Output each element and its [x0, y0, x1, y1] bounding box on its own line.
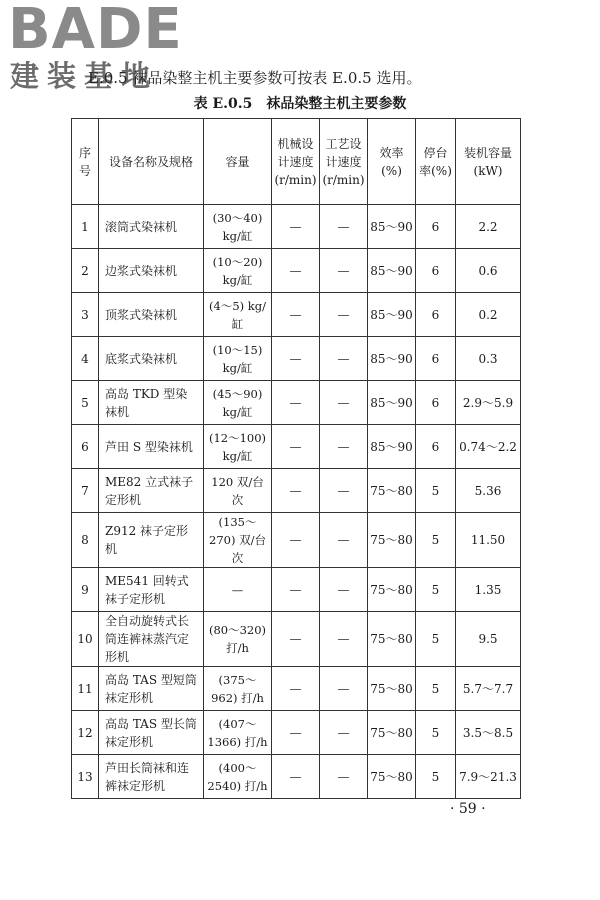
cell-capacity: (407～1366) 打/h — [204, 711, 272, 755]
cell-proc-speed: — — [320, 612, 368, 667]
header-downtime: 停台率(%) — [416, 119, 456, 205]
table-row — [72, 513, 521, 568]
cell-proc-speed: — — [320, 513, 368, 568]
cell-mech-speed: — — [272, 513, 320, 568]
cell-efficiency: 75～80 — [368, 513, 416, 568]
cell-mech-speed: — — [272, 425, 320, 469]
cell-name: 高岛 TKD 型染袜机 — [99, 381, 204, 425]
cell-seq: 7 — [72, 469, 99, 513]
cell-mech-speed: — — [272, 381, 320, 425]
table-body — [72, 205, 521, 799]
cell-power: 2.9～5.9 — [456, 381, 521, 425]
table-row — [72, 337, 521, 381]
cell-seq: 12 — [72, 711, 99, 755]
cell-proc-speed: — — [320, 469, 368, 513]
cell-mech-speed: — — [272, 711, 320, 755]
cell-mech-speed: — — [272, 205, 320, 249]
cell-power: 2.2 — [456, 205, 521, 249]
cell-name: 芦田 S 型染袜机 — [99, 425, 204, 469]
cell-name: 滚筒式染袜机 — [99, 205, 204, 249]
cell-name: 顶浆式染袜机 — [99, 293, 204, 337]
cell-downtime: 5 — [416, 711, 456, 755]
cell-seq: 1 — [72, 205, 99, 249]
table-row — [72, 425, 521, 469]
cell-power: 0.6 — [456, 249, 521, 293]
cell-capacity: (375～962) 打/h — [204, 667, 272, 711]
cell-capacity: (10～15) kg/缸 — [204, 337, 272, 381]
cell-efficiency: 85～90 — [368, 381, 416, 425]
cell-name: 高岛 TAS 型短筒袜定形机 — [99, 667, 204, 711]
cell-seq: 10 — [72, 612, 99, 667]
cell-proc-speed: — — [320, 337, 368, 381]
cell-name: 全自动旋转式长筒连裤袜蒸汽定形机 — [99, 612, 204, 667]
cell-proc-speed: — — [320, 249, 368, 293]
cell-name: 边浆式染袜机 — [99, 249, 204, 293]
page-number: · 59 · — [450, 801, 486, 817]
logo-wordmark: BADE — [8, 0, 183, 62]
cell-capacity: (80～320) 打/h — [204, 612, 272, 667]
cell-power: 0.3 — [456, 337, 521, 381]
cell-downtime: 5 — [416, 469, 456, 513]
cell-mech-speed: — — [272, 612, 320, 667]
cell-downtime: 6 — [416, 337, 456, 381]
table-row — [72, 612, 521, 667]
cell-proc-speed: — — [320, 568, 368, 612]
cell-mech-speed: — — [272, 337, 320, 381]
cell-seq: 5 — [72, 381, 99, 425]
cell-power: 5.7～7.7 — [456, 667, 521, 711]
cell-downtime: 5 — [416, 612, 456, 667]
cell-downtime: 6 — [416, 205, 456, 249]
cell-efficiency: 75～80 — [368, 755, 416, 799]
cell-efficiency: 75～80 — [368, 568, 416, 612]
cell-efficiency: 85～90 — [368, 425, 416, 469]
header-mech-speed: 机械设计速度(r/min) — [272, 119, 320, 205]
cell-proc-speed: — — [320, 755, 368, 799]
cell-power: 0.2 — [456, 293, 521, 337]
header-capacity: 容量 — [204, 119, 272, 205]
cell-capacity: 120 双/台次 — [204, 469, 272, 513]
table-row — [72, 381, 521, 425]
cell-capacity: (30～40) kg/缸 — [204, 205, 272, 249]
table-row — [72, 469, 521, 513]
cell-name: Z912 袜子定形机 — [99, 513, 204, 568]
cell-efficiency: 75～80 — [368, 612, 416, 667]
cell-proc-speed: — — [320, 425, 368, 469]
cell-proc-speed: — — [320, 293, 368, 337]
cell-seq: 11 — [72, 667, 99, 711]
table-row — [72, 205, 521, 249]
cell-power: 5.36 — [456, 469, 521, 513]
header-power: 装机容量(kW) — [456, 119, 521, 205]
header-seq: 序号 — [72, 119, 99, 205]
cell-capacity: (12～100) kg/缸 — [204, 425, 272, 469]
cell-name: ME82 立式袜子定形机 — [99, 469, 204, 513]
intro-paragraph: E.0.5 袜品染整主机主要参数可按表 E.0.5 选用。 — [88, 69, 422, 87]
cell-efficiency: 85～90 — [368, 205, 416, 249]
table-row — [72, 711, 521, 755]
cell-seq: 2 — [72, 249, 99, 293]
cell-power: 9.5 — [456, 612, 521, 667]
cell-mech-speed: — — [272, 755, 320, 799]
cell-capacity: (4～5) kg/缸 — [204, 293, 272, 337]
cell-efficiency: 85～90 — [368, 249, 416, 293]
cell-downtime: 6 — [416, 425, 456, 469]
cell-power: 11.50 — [456, 513, 521, 568]
cell-efficiency: 75～80 — [368, 469, 416, 513]
cell-seq: 9 — [72, 568, 99, 612]
cell-efficiency: 75～80 — [368, 711, 416, 755]
cell-proc-speed: — — [320, 205, 368, 249]
cell-efficiency: 85～90 — [368, 337, 416, 381]
header-efficiency: 效率(%) — [368, 119, 416, 205]
cell-downtime: 5 — [416, 755, 456, 799]
cell-downtime: 5 — [416, 568, 456, 612]
cell-seq: 13 — [72, 755, 99, 799]
cell-capacity: (10～20) kg/缸 — [204, 249, 272, 293]
cell-efficiency: 85～90 — [368, 293, 416, 337]
cell-downtime: 6 — [416, 249, 456, 293]
cell-downtime: 5 — [416, 513, 456, 568]
table-row — [72, 568, 521, 612]
cell-proc-speed: — — [320, 381, 368, 425]
cell-mech-speed: — — [272, 469, 320, 513]
cell-mech-speed: — — [272, 568, 320, 612]
logo-chinese-text: 建装基地 — [10, 59, 159, 93]
cell-seq: 6 — [72, 425, 99, 469]
table-caption — [0, 94, 600, 114]
cell-power: 3.5～8.5 — [456, 711, 521, 755]
table-caption-number: 表 E.0.5 — [193, 96, 253, 112]
header-proc-speed: 工艺设计速度(r/min) — [320, 119, 368, 205]
table-header-row — [72, 119, 521, 205]
cell-downtime: 6 — [416, 381, 456, 425]
cell-mech-speed: — — [272, 667, 320, 711]
cell-mech-speed: — — [272, 293, 320, 337]
cell-name: 高岛 TAS 型长筒袜定形机 — [99, 711, 204, 755]
cell-capacity: (135～270) 双/台次 — [204, 513, 272, 568]
table-row — [72, 249, 521, 293]
cell-downtime: 5 — [416, 667, 456, 711]
cell-efficiency: 75～80 — [368, 667, 416, 711]
cell-downtime: 6 — [416, 293, 456, 337]
cell-proc-speed: — — [320, 711, 368, 755]
cell-seq: 4 — [72, 337, 99, 381]
cell-name: 底浆式染袜机 — [99, 337, 204, 381]
cell-power: 1.35 — [456, 568, 521, 612]
cell-seq: 3 — [72, 293, 99, 337]
cell-power: 7.9～21.3 — [456, 755, 521, 799]
header-name: 设备名称及规格 — [99, 119, 204, 205]
table-row — [72, 667, 521, 711]
cell-name: 芦田长筒袜和连裤袜定形机 — [99, 755, 204, 799]
cell-proc-speed: — — [320, 667, 368, 711]
cell-capacity: — — [204, 568, 272, 612]
cell-capacity: (45～90) kg/缸 — [204, 381, 272, 425]
cell-mech-speed: — — [272, 249, 320, 293]
table-row — [72, 755, 521, 799]
cell-power: 0.74～2.2 — [456, 425, 521, 469]
cell-capacity: (400～2540) 打/h — [204, 755, 272, 799]
cell-seq: 8 — [72, 513, 99, 568]
table-row — [72, 293, 521, 337]
table-caption-title: 袜品染整主机主要参数 — [266, 96, 407, 112]
parameters-table — [71, 118, 521, 799]
cell-name: ME541 回转式袜子定形机 — [99, 568, 204, 612]
